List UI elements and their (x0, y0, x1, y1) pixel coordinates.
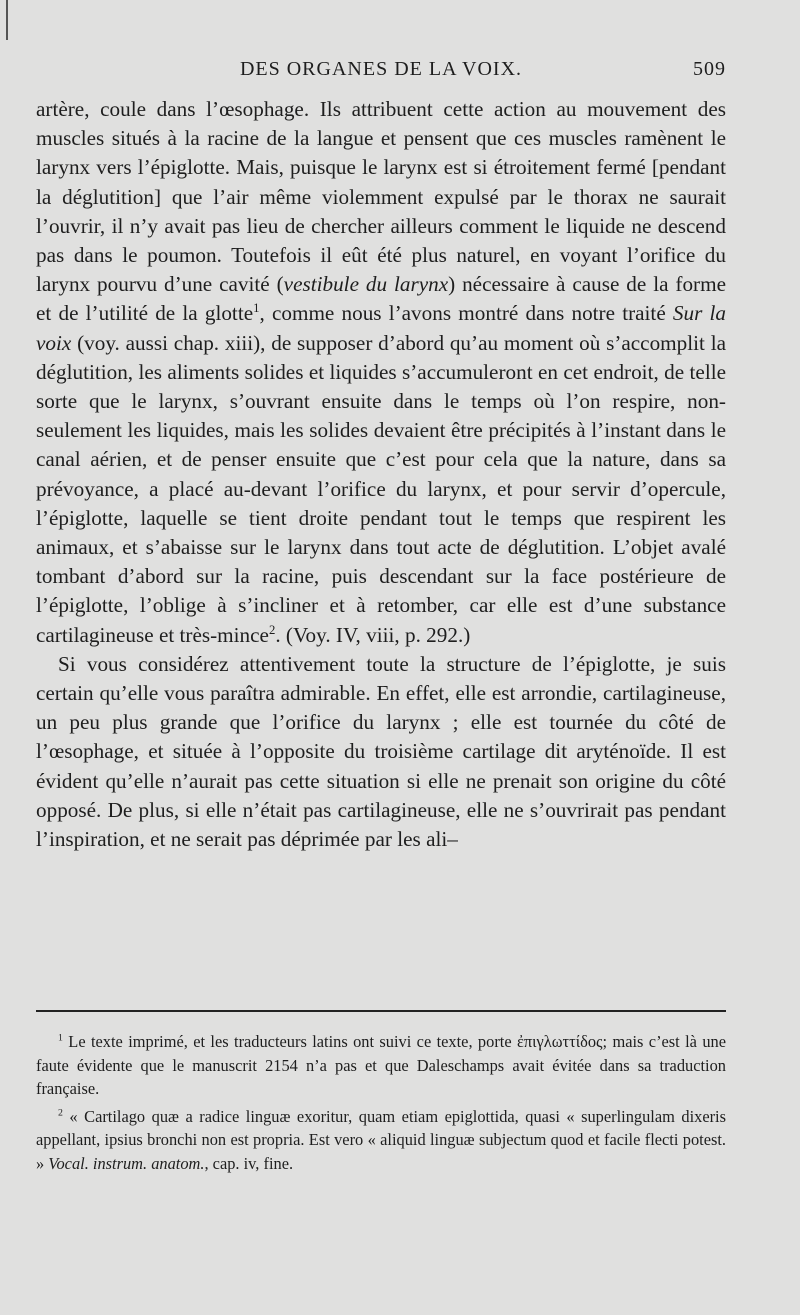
paragraph-1-text-b: ) nécessaire à cause de la forme et de l’utilité de la glotte (36, 272, 726, 326)
main-text (36, 95, 726, 854)
paragraph-1-italic-c: Sur la voix (36, 301, 727, 355)
paragraph-1-text-e: . (Voy. IV, viii, p. 292.) (275, 622, 471, 647)
paragraph-1 (36, 95, 726, 650)
page-edge-mark (6, 0, 8, 40)
paragraph-1-text-a: artère, coule dans l’œsophage. Ils attribuent cette action au mouvement des muscles situés à la racine de la langue et pensent que ces muscles ramènent le larynx vers l’épiglotte. Mais, puisque le larynx est si étroitement fermé [pendant la déglutition] que l’air même violemment expulsé par le thorax ne saurait l’ouvrir, il n’y avait pas lieu de chercher ailleurs comment le liquide ne descend pas dans le poumon. Toutefois il eût été plus naturel, en voyant l’orifice du larynx pourvu d’une cavité ( (36, 97, 726, 297)
paragraph-2: Si vous considérez attentivement toute la structure de l’épiglotte, je suis certain qu’elle vous paraîtra admirable. En effet, elle est arrondie, cartilagineuse, un peu plus grande que l’orifice du larynx ; elle est tournée du côté de l’œsophage, et située à l’opposite du troisième cartilage dit aryténoïde. Il est évident qu’elle n’aurait pas cette situation si elle ne prenait son origine du côté opposé. De plus, si elle n’était pas cartilagineuse, elle ne s’ouvrirait pas pendant l’inspiration, et ne serait pas déprimée par les ali– (36, 651, 726, 852)
footnote-2-italic: Vocal. instrum. anatom. (48, 1153, 205, 1173)
footnote-2-text: « Cartilago quæ a radice linguæ exoritur, quam etiam epiglottida, quasi « superlingulam dixeris appellant, ipsius bronchi non est propria. Est vero « aliquid linguæ subjectum quod et facile flecti potest. » (36, 1106, 726, 1173)
footnote-divider (36, 1010, 726, 1012)
running-header (36, 58, 726, 84)
footnote-1-text: Le texte imprimé, et les traducteurs latins ont suivi ce texte, porte ἐπιγλωττίδος; mais c’est là une faute évidente que le manuscrit 2154 n’a pas et que Daleschamps avait évitée dans sa traduction française. (36, 1032, 726, 1099)
paragraph-1-text-c: , comme nous l’avons montré dans notre traité (259, 301, 673, 326)
footnote-ref-2[interactable]: 2 (268, 622, 276, 637)
page-number: 509 (693, 58, 726, 80)
running-title: DES ORGANES DE LA VOIX. (239, 58, 523, 80)
footnote-2 (36, 1105, 726, 1176)
paragraph-1-italic-a: vestibule du larynx (283, 272, 449, 297)
footnote-1-mark: 1 (58, 1032, 63, 1044)
footnote-1 (36, 1030, 726, 1101)
footnote-2-mark: 2 (58, 1107, 63, 1119)
paragraph-1-text-d: (voy. aussi chap. xiii), de supposer d’abord qu’au moment où s’accomplit la déglutition, les aliments solides et liquides s’accumuleront en cet endroit, de telle sorte que le larynx, s’ouvrant ensuite dans le temps où l’on respire, non-seulement les liquides, mais les solides devaient être précipités à l’instant dans le canal aérien, et de penser ensuite que c’est pour cela que la nature, dans sa prévoyance, a placé au-devant l’orifice du larynx, et pour servir d’opercule, l’épiglotte, laquelle se tient droite pendant tout le temps que respirent les animaux, et s’abaisse sur le larynx dans tout acte de déglutition. L’objet avalé tombant d’abord sur la racine, puis descendant sur la face postérieure de l’épiglotte, l’oblige à s’incliner et à retomber, car elle est d’une substance cartilagineuse et très-mince (36, 330, 726, 647)
footnotes (36, 1030, 726, 1180)
footnote-ref-1[interactable]: 1 (253, 301, 260, 316)
footnote-2-text-end: , cap. iv, fine. (204, 1153, 294, 1173)
